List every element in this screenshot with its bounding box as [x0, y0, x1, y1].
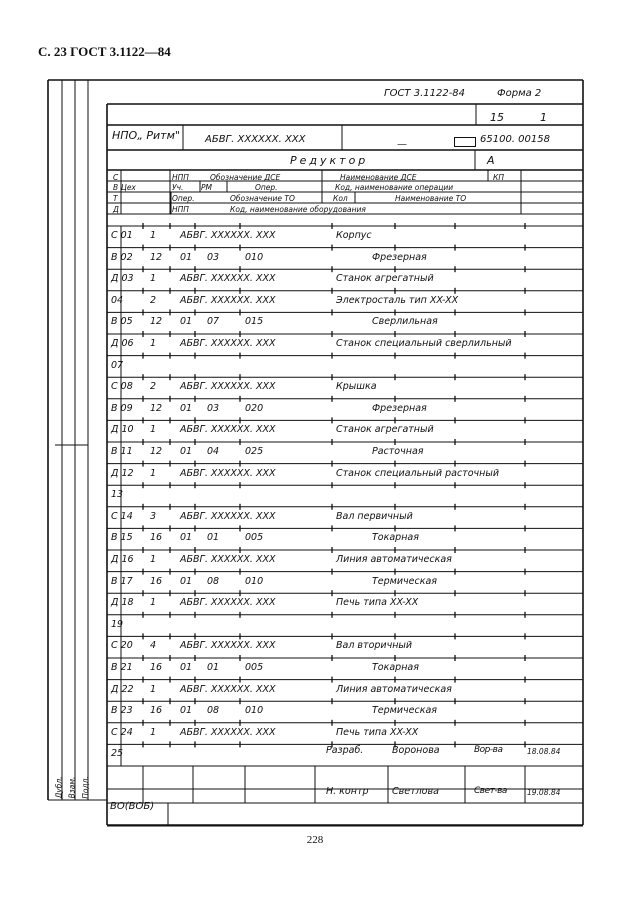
row-designation: АБВГ. XXXXXX. XXX — [180, 273, 276, 285]
row-text: Сверлильная — [372, 316, 438, 328]
row-designation: АБВГ. XXXXXX. XXX — [180, 597, 276, 609]
letter: А — [487, 154, 495, 167]
row-label: Д 18 — [111, 597, 134, 609]
row-section: 04 — [207, 446, 220, 457]
row-text: Станок агрегатный — [336, 424, 434, 436]
row-text: Крышка — [336, 381, 377, 393]
service-row-cell: Уч. — [172, 183, 184, 192]
row-designation: АБВГ. XXXXXX. XXX — [180, 640, 276, 652]
row-label: В 02 — [111, 251, 133, 263]
service-row-cell: НПП — [172, 205, 189, 214]
code-box — [454, 137, 476, 147]
service-row-cell: КП — [493, 173, 504, 182]
row-label: 19 — [111, 618, 124, 630]
row-label: С 08 — [111, 381, 133, 393]
service-row-cell: Опер. — [255, 183, 278, 192]
row-text: Печь типа XX-XX — [336, 726, 419, 738]
row-text: Корпус — [336, 230, 372, 241]
row-section: 07 — [207, 316, 220, 328]
row-qty: 1 — [150, 230, 157, 241]
form-label: Форма 2 — [497, 88, 542, 99]
row-operation: 010 — [245, 575, 264, 587]
dash: — — [397, 139, 407, 150]
service-row-cell: Цех — [121, 183, 136, 192]
row-section: 03 — [207, 251, 220, 263]
row-text: Электросталь тип XX-XX — [336, 294, 459, 306]
row-label: 07 — [111, 359, 124, 371]
row-designation: 01 — [180, 575, 193, 587]
row-text: Токарная — [372, 662, 419, 673]
service-row-cell: НПП — [172, 173, 189, 182]
service-row-cell: Обозначение ТО — [230, 194, 295, 203]
row-designation: АБВГ. XXXXXX. XXX — [180, 338, 276, 349]
row-qty: 12 — [150, 316, 163, 328]
row-operation: 010 — [245, 251, 264, 263]
service-row-cell: Наименование ДСЕ — [340, 173, 417, 182]
row-label: С 01 — [111, 230, 133, 241]
signature-date: 18.08.84 — [527, 747, 561, 756]
row-qty: 12 — [150, 446, 163, 457]
service-row-cell: Кол — [333, 194, 348, 203]
row-qty: 1 — [150, 597, 157, 609]
row-text: Фрезерная — [372, 402, 427, 414]
side-label: Подл. — [80, 776, 90, 799]
row-designation: АБВГ. XXXXXX. XXX — [180, 424, 276, 436]
service-row-cell: Обозначение ДСЕ — [210, 173, 281, 182]
row-designation: 01 — [180, 532, 193, 544]
row-text: Токарная — [372, 532, 419, 544]
row-text: Фрезерная — [372, 251, 427, 263]
service-row-prefix: С — [113, 173, 119, 182]
row-label: В 15 — [111, 532, 133, 544]
row-designation: АБВГ. XXXXXX. XXX — [180, 683, 276, 695]
row-label: В 17 — [111, 575, 133, 587]
row-designation: 01 — [180, 446, 193, 457]
row-qty: 2 — [150, 381, 157, 393]
row-section: 01 — [207, 662, 220, 673]
row-operation: 025 — [245, 446, 264, 457]
row-qty: 1 — [150, 726, 157, 738]
row-label: С 20 — [111, 640, 133, 652]
row-label: В 11 — [111, 446, 133, 457]
row-designation: АБВГ. XXXXXX. XXX — [180, 230, 276, 241]
signature-role: Разраб. — [326, 745, 364, 756]
row-text: Станок агрегатный — [336, 273, 434, 285]
signature-date: 19.08.84 — [527, 788, 561, 797]
row-qty: 1 — [150, 424, 157, 436]
service-row-prefix: Д — [113, 205, 119, 214]
signature-mark: Вор-ва — [474, 745, 503, 755]
row-label: Д 16 — [111, 554, 134, 565]
row-qty: 12 — [150, 402, 163, 414]
row-designation: 01 — [180, 705, 193, 717]
row-qty: 1 — [150, 554, 157, 565]
document-designation: АБВГ. XXXXXX. XXX — [205, 134, 306, 145]
row-designation: АБВГ. XXXXXX. XXX — [180, 554, 276, 565]
row-qty: 16 — [150, 662, 163, 673]
side-label: Дубл. — [54, 776, 64, 799]
row-designation: АБВГ. XXXXXX. XXX — [180, 294, 276, 306]
service-row-cell: Код, наименование операции — [335, 183, 454, 192]
organization-name: НПО„ Ритм" — [112, 129, 180, 142]
signature-role: Н. контр — [326, 786, 369, 797]
row-designation: АБВГ. XXXXXX. XXX — [180, 726, 276, 738]
row-label: В 23 — [111, 705, 133, 717]
page-number: 228 — [306, 834, 324, 846]
row-label: Д 22 — [111, 683, 134, 695]
row-label: Д 06 — [111, 338, 134, 349]
row-text: Вал вторичный — [336, 640, 413, 652]
row-operation: 010 — [245, 705, 264, 717]
row-label: В 21 — [111, 662, 133, 673]
row-text: Печь типа XX-XX — [336, 597, 419, 609]
row-qty: 4 — [150, 640, 157, 652]
row-section: 08 — [207, 575, 220, 587]
row-qty: 16 — [150, 575, 163, 587]
row-designation: АБВГ. XXXXXX. XXX — [180, 467, 276, 479]
document-code: 65100. 00158 — [480, 134, 550, 145]
row-label: В 09 — [111, 402, 133, 414]
row-qty: 3 — [150, 510, 157, 522]
form-standard: ГОСТ 3.1122-84 — [384, 88, 466, 99]
row-text: Станок специальный сверлильный — [336, 338, 512, 349]
service-row-cell: РМ — [201, 183, 212, 192]
signature-name: Воронова — [392, 745, 440, 756]
row-qty: 1 — [150, 273, 157, 285]
row-text: Станок специальный расточный — [336, 467, 500, 479]
row-operation: 005 — [245, 662, 264, 673]
service-row-prefix: В — [113, 183, 119, 192]
row-qty: 16 — [150, 532, 163, 544]
row-label: С 24 — [111, 726, 133, 738]
service-row-cell: Наименование ТО — [395, 194, 467, 203]
row-qty: 1 — [150, 467, 157, 479]
row-label: Д 10 — [111, 424, 134, 436]
signature-name: Светлова — [392, 786, 439, 797]
row-label: 25 — [111, 748, 124, 760]
row-qty: 12 — [150, 251, 163, 263]
side-label: Взам. — [67, 776, 77, 799]
row-label: В 05 — [111, 316, 133, 328]
row-designation: АБВГ. XXXXXX. XXX — [180, 510, 276, 522]
sheet-number: 1 — [540, 111, 547, 124]
row-section: 01 — [207, 532, 220, 544]
row-label: С 14 — [111, 510, 133, 522]
row-operation: 015 — [245, 316, 264, 328]
row-designation: 01 — [180, 251, 193, 263]
row-qty: 1 — [150, 683, 157, 695]
row-qty: 16 — [150, 705, 163, 717]
service-row-prefix: Т — [113, 194, 118, 203]
product-name: Редуктор — [290, 154, 369, 167]
row-designation: 01 — [180, 662, 193, 673]
signature-mark: Свет-ва — [474, 786, 507, 796]
row-designation: АБВГ. XXXXXX. XXX — [180, 381, 276, 393]
row-text: Термическая — [372, 705, 437, 717]
row-operation: 005 — [245, 532, 264, 544]
row-operation: 020 — [245, 402, 264, 414]
row-label: Д 03 — [111, 273, 134, 285]
row-label: Д 12 — [111, 467, 134, 479]
service-row-cell: Код, наименование оборудования — [230, 205, 366, 214]
document-type: ВО(ВОБ) — [110, 801, 155, 812]
row-text: Вал первичный — [336, 510, 413, 522]
page-header: С. 23 ГОСТ 3.1122—84 — [38, 44, 171, 59]
row-text: Линия автоматическая — [336, 554, 452, 565]
row-label: 04 — [111, 294, 124, 306]
row-text: Термическая — [372, 575, 437, 587]
service-row-cell: Опер. — [172, 194, 195, 203]
row-section: 08 — [207, 705, 220, 717]
row-text: Линия автоматическая — [336, 683, 452, 695]
row-qty: 1 — [150, 338, 157, 349]
row-label: 13 — [111, 489, 124, 501]
row-designation: 01 — [180, 316, 193, 328]
row-qty: 2 — [150, 294, 157, 306]
row-text: Расточная — [372, 446, 424, 457]
total-sheets: 15 — [490, 111, 504, 124]
row-section: 03 — [207, 402, 220, 414]
row-designation: 01 — [180, 402, 193, 414]
